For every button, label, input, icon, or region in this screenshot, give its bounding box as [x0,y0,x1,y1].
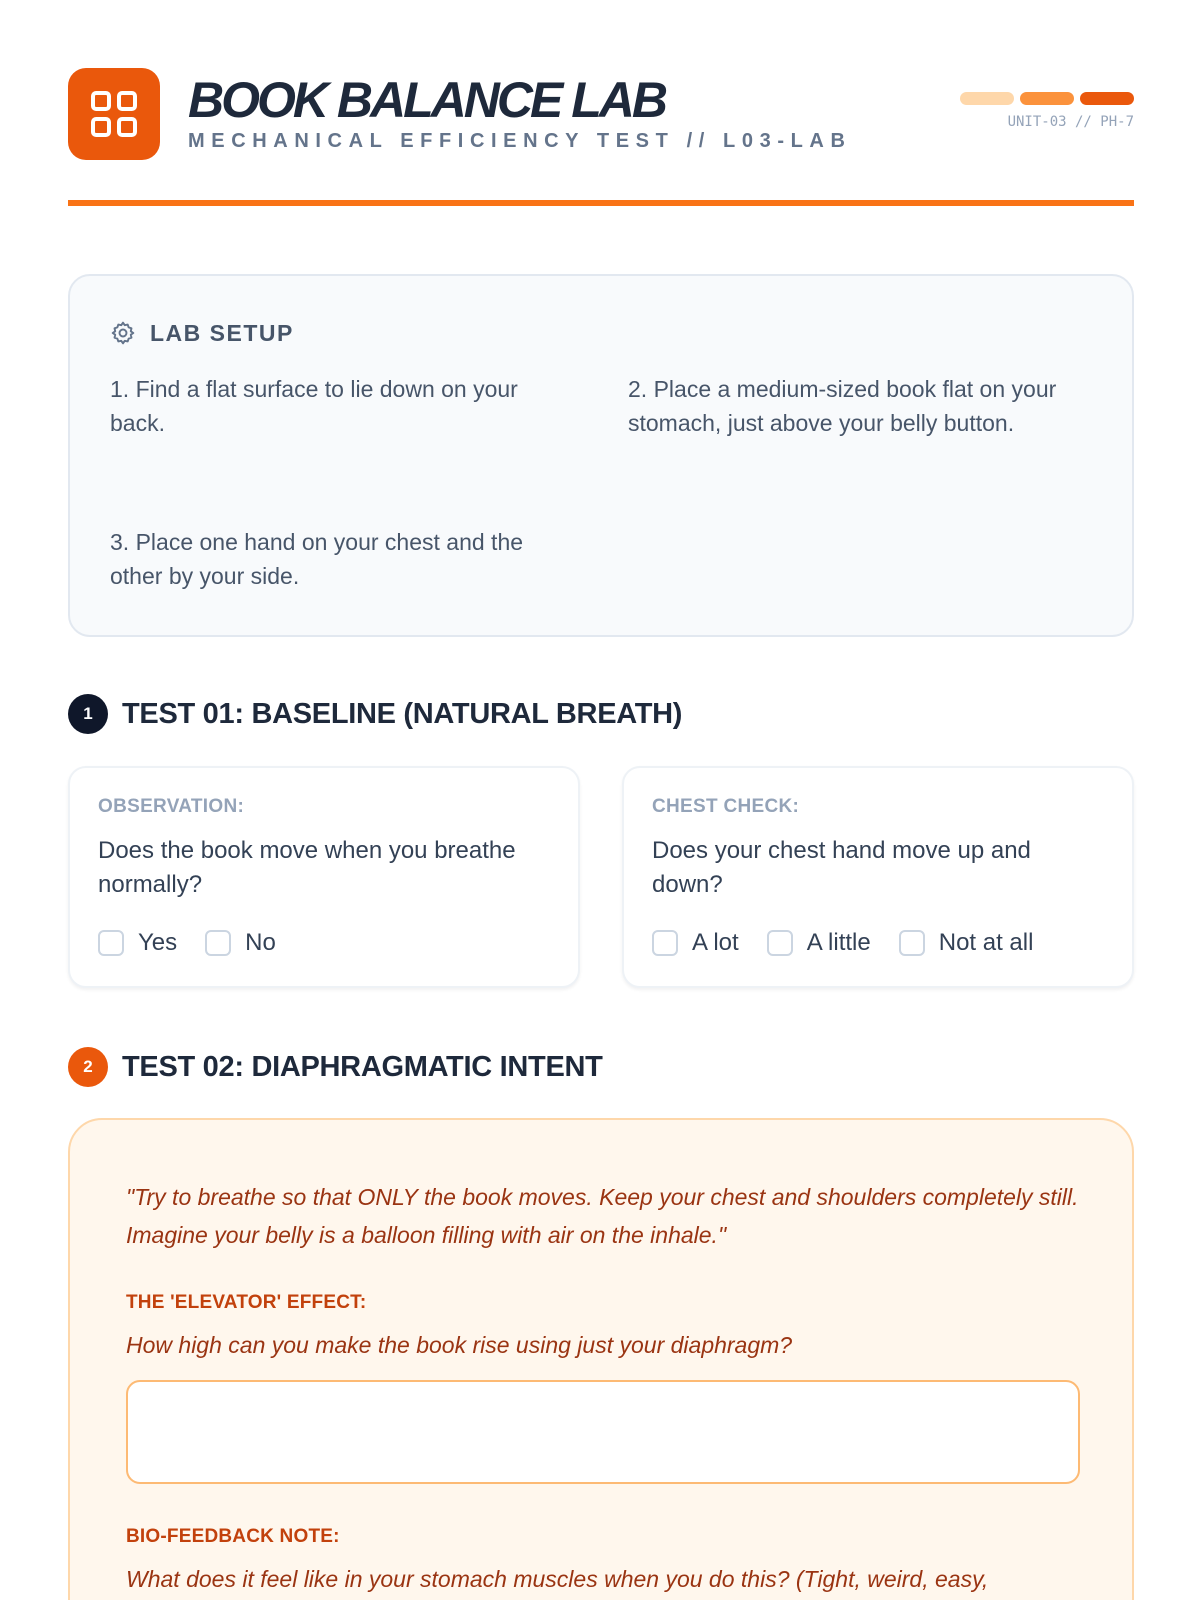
option-not-at-all[interactable] [899,929,1034,957]
option-label: No [245,929,276,956]
progress-indicator [960,92,1134,106]
checkbox[interactable] [899,930,925,956]
page-header [68,68,1134,162]
step-number-badge: 1 [68,694,108,734]
elevator-effect-label: THE 'ELEVATOR' EFFECT: [126,1292,367,1313]
gear-icon [110,320,136,346]
indicator-bar-1 [960,92,1014,105]
section-title: TEST 02: DIAPHRAGMATIC INTENT [122,1051,603,1083]
card-label: CHEST CHECK: [652,796,800,817]
setup-step: 1. Find a flat surface to lie down on your back. [110,376,518,436]
diaphragmatic-intent-panel [68,1118,1134,1600]
header-divider [68,200,1134,206]
instruction-quote: "Try to breathe so that ONLY the book moves. Keep your chest and shoulders completely still. Imagine your belly is a balloon filling with air on the inhale." [126,1184,1079,1248]
elevator-answer-field[interactable] [126,1380,1080,1484]
option-label: A little [806,929,871,956]
grid-icon [90,90,138,138]
option-label: A lot [692,929,739,956]
checkbox[interactable] [767,930,793,956]
indicator-bar-3 [1080,92,1134,105]
lab-setup-title: LAB SETUP [150,320,294,346]
option-group [652,928,1061,958]
indicator-bar-2 [1020,92,1074,105]
section-title: TEST 01: BASELINE (NATURAL BREATH) [122,698,683,730]
option-a-little[interactable] [767,929,871,957]
option-group [98,928,304,958]
card-question: Does your chest hand move up and down? [652,837,1031,898]
unit-code: UNIT-03 // PH-7 [1007,114,1134,130]
elevator-effect-question: How high can you make the book rise using just your diaphragm? [126,1332,793,1358]
observation-card [68,766,580,988]
checkbox[interactable] [205,930,231,956]
checkbox[interactable] [98,930,124,956]
card-question: Does the book move when you breathe normally? [98,837,516,898]
lab-setup-panel [68,274,1134,637]
option-label: Not at all [938,929,1034,956]
app-logo [68,68,160,160]
checkbox[interactable] [652,930,678,956]
page-title: BOOK BALANCE LAB [188,72,665,128]
step-number-badge: 2 [68,1047,108,1087]
option-label: Yes [138,929,178,956]
card-label: OBSERVATION: [98,796,245,817]
page-subtitle: MECHANICAL EFFICIENCY TEST // L03-LAB [188,130,852,152]
chest-check-card [622,766,1134,988]
biofeedback-label: BIO-FEEDBACK NOTE: [126,1526,340,1547]
biofeedback-question: What does it feel like in your stomach muscles when you do this? (Tight, weird, easy, [126,1566,989,1592]
setup-step: 3. Place one hand on your chest and the other by your side. [110,529,524,589]
setup-step: 2. Place a medium-sized book flat on your stomach, just above your belly button. [628,376,1057,436]
option-no[interactable] [205,929,276,957]
option-a-lot[interactable] [652,929,739,957]
option-yes[interactable] [98,929,177,957]
